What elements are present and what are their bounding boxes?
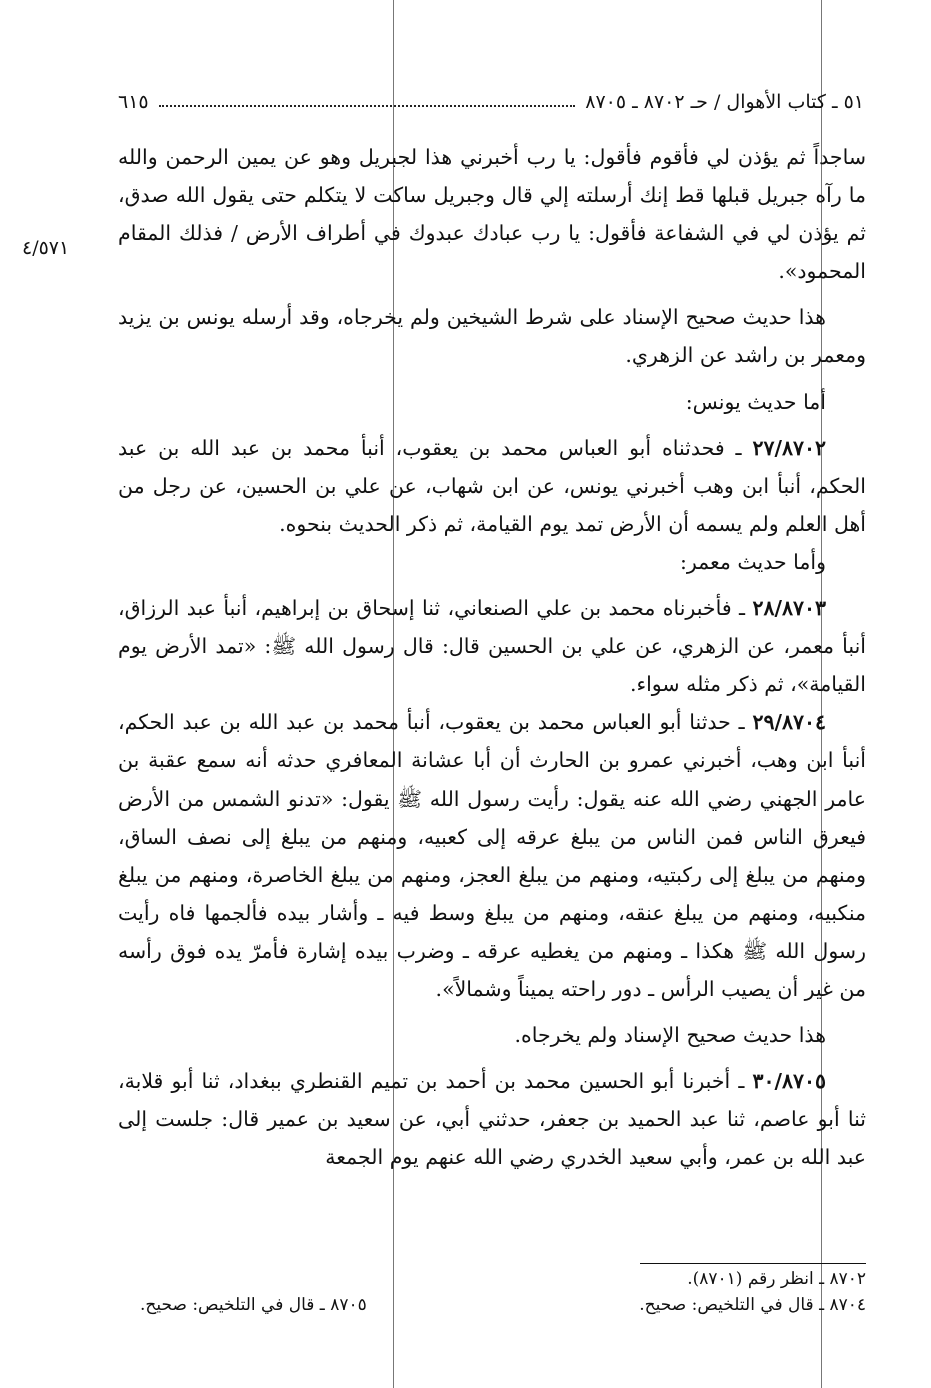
hadith-paragraph (118, 1062, 866, 1176)
paragraph-text: ـ حدثنا أبو العباس محمد بن يعقوب، أنبأ محمد بن عبد الله بن عبد الحكم، أنبأ ابن وهب، أخبرني عمرو بن الحارث أن أبا عشانة المعافري حدثه أنه سمع عقبة بن عامر الجهني رضي الله عنه يقول: رأيت رسول الله ﷺ يقول: «تدنو الشمس من الأرض فيعرق الناس فمن الناس من يبلغ عرقه إلى كعبيه، ومنهم من يبلغ إلى نصف الساق، ومنهم من يبلغ إلى ركبتيه، ومنهم من يبلغ العجز، ومنهم من يبلغ الخاصرة، ومنهم من يبلغ منكبيه، ومنهم من يبلغ عنقه، ومنهم من يبلغ وسط فيه ـ وأشار بيده فألجمها فاه رأيت رسول الله ﷺ هكذا ـ ومنهم من يغطيه عرقه ـ وضرب بيده إشارة فأمرّ يده فوق رأسه من غير أن يصيب الرأس ـ دور راحته يميناً وشمالاً». (118, 710, 866, 1001)
paragraph-text: ساجداً ثم يؤذن لي فأقوم فأقول: يا رب أخبرني هذا لجبريل وهو عن يمين الرحمن والله ما رآه جبريل قبلها قط إنك أرسلته إلي قال وجبريل ساكت لا يتكلم حتى يقول الله صدق، ثم يؤذن لي في الشفاعة فأقول: يا رب عبادك عبدوك في أطراف الأرض / فذلك المقام المحمود». (118, 145, 866, 284)
hadith-number: ٢٩/٨٧٠٤ (752, 710, 826, 735)
hadith-paragraph (118, 589, 866, 703)
paragraph-text: ـ فحدثناه أبو العباس محمد بن يعقوب، أنبأ محمد بن عبد الله بن عبد الحكم، أنبأ ابن وهب أخبرني يونس، عن ابن شهاب، عن علي بن الحسين، عن رجل من أهل العلم ولم يسمه أن الأرض تمد يوم القيامة، ثم ذكر الحديث بنحوه. (118, 435, 866, 536)
hadith-number: ٣٠/٨٧٠٥ (752, 1069, 826, 1094)
paragraph-text: هذا حديث صحيح الإسناد على شرط الشيخين ولم يخرجاه، وقد أرسله يونس بن يزيد ومعمر بن راشد عن الزهري. (118, 305, 866, 368)
header-title: ٥١ ـ كتاب الأهوال / حـ ٨٧٠٢ ـ ٨٧٠٥ (585, 91, 864, 113)
paragraph-text: ـ فأخبرناه محمد بن علي الصنعاني، ثنا إسحاق بن إبراهيم، أنبأ عبد الرزاق، أنبأ معمر، عن الزهري، عن علي بن الحسين قال: قال رسول الله ﷺ: «تمد الأرض يوم القيامة»، ثم ذكر مثله سواء. (118, 596, 866, 697)
hadith-paragraph (118, 429, 866, 543)
paragraph (118, 298, 866, 374)
paragraph-text: هذا حديث صحيح الإسناد ولم يخرجاه. (514, 1023, 826, 1048)
paragraph (118, 383, 866, 421)
header-leader-dots (159, 105, 576, 107)
hadith-number: ٢٧/٨٧٠٢ (752, 435, 826, 460)
paragraph-text: ـ أخبرنا أبو الحسين محمد بن أحمد بن تميم القنطري ببغداد، ثنا أبو قلابة، ثنا أبو عاصم، ثنا عبد الحميد بن جعفر، حدثني أبي، عن سعيد بن عمير قال: جلست إلى عبد الله بن عمر، وأبي سعيد الخدري رضي الله عنهم يوم الجمعة (118, 1069, 866, 1170)
footnotes (140, 1266, 866, 1318)
paragraph-text: أما حديث يونس: (685, 389, 826, 414)
page-number: ٦١٥ (118, 91, 149, 113)
hadith-paragraph (118, 703, 866, 1008)
footnote: ٨٧٠٢ ـ انظر رقم (٨٧٠١). (687, 1269, 866, 1289)
paragraph-text: وأما حديث معمر: (679, 549, 826, 574)
footnote-row (140, 1292, 866, 1318)
footnote: ٨٧٠٤ ـ قال في التلخيص: صحيح. (639, 1295, 866, 1315)
footnote: ٨٧٠٥ ـ قال في التلخيص: صحيح. (140, 1295, 367, 1315)
hadith-number: ٢٨/٨٧٠٣ (752, 596, 826, 621)
paragraph (118, 543, 866, 581)
running-header (118, 86, 864, 118)
body-text (118, 138, 866, 1176)
margin-reference: ٤/٥٧١ (22, 237, 70, 259)
footnote-separator (640, 1263, 866, 1264)
paragraph (118, 1016, 866, 1054)
paragraph (118, 138, 866, 290)
